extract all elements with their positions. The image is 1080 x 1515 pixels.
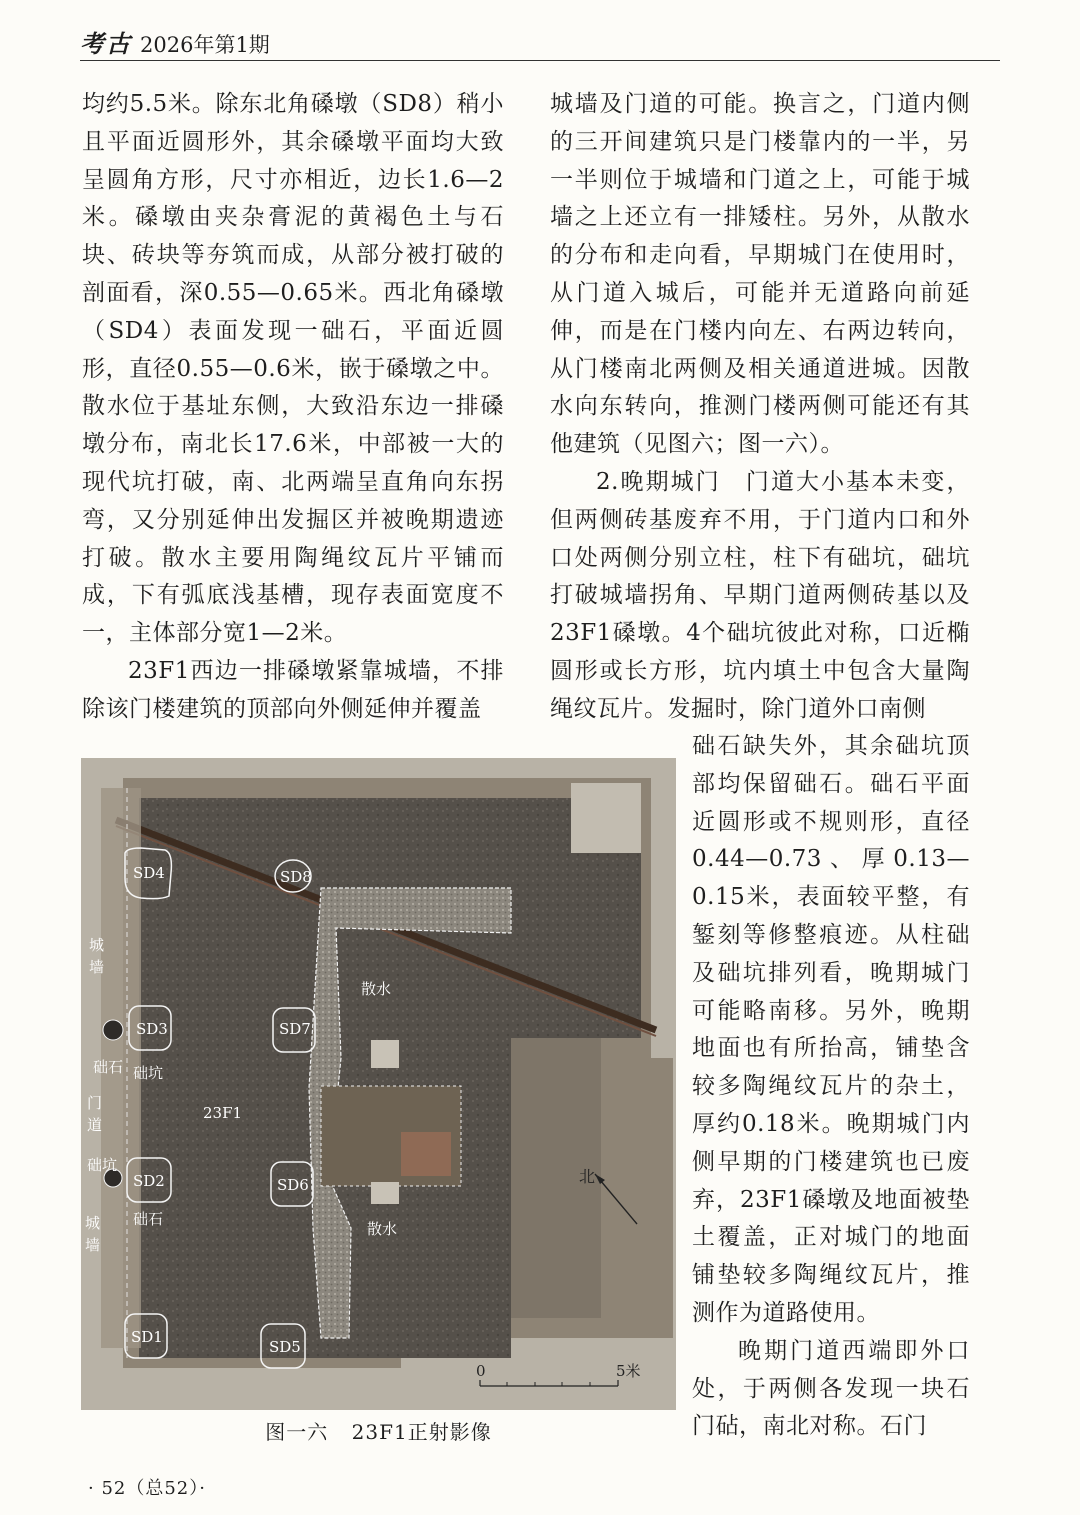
- issue-number: 2026年第1期: [140, 33, 270, 57]
- label-sanshui-lower: 散水: [367, 1220, 398, 1238]
- label-menda-2: 道: [87, 1116, 103, 1134]
- label-chengqiang-upper-2: 墙: [89, 958, 105, 976]
- body-paragraph: 晚期门道西端即外口处，于两侧各发现一块石门砧，南北对称。石门: [692, 1337, 970, 1440]
- north-arrow-icon: [575, 1160, 645, 1230]
- label-sd5: SD5: [269, 1338, 301, 1356]
- orthophoto-figure: [81, 758, 676, 1410]
- label-chengqiang-lower-1: 城: [85, 1214, 101, 1232]
- figure-caption: [81, 1416, 676, 1445]
- scale-bar-graphic: [470, 1362, 660, 1402]
- body-paragraph: 础石缺失外，其余础坑顶部均保留础石。础石平面近圆形或不规则形，直径0.44—0.73、厚0.13—0.15米，表面较平整，有錾刻等修整痕迹。从柱础及础坑排列看，晚期城门可能略南移。另外，晚期地面也有所抬高，铺垫含较多陶绳纹瓦片的杂土，厚约0.18米。晚期城门内侧早期的门楼建筑也已废弃，23F1磉墩及地面被垫土覆盖，正对城门的地面铺垫较多陶绳纹瓦片，推测作为道路使用。: [692, 733, 970, 1326]
- reddish-patch: [401, 1132, 451, 1176]
- label-sd1: SD1: [131, 1328, 163, 1346]
- test-square: [371, 1040, 399, 1068]
- label-chushi-upper: 础石: [93, 1058, 124, 1076]
- label-sd6: SD6: [277, 1176, 309, 1194]
- test-square: [371, 1182, 399, 1204]
- scale-start: 0: [476, 1362, 486, 1380]
- running-header: [80, 24, 1000, 60]
- label-chukeng-upper: 础坑: [133, 1064, 164, 1082]
- label-23f1: 23F1: [203, 1104, 243, 1122]
- body-paragraph: 均约5.5米。除东北角磉墩（SD8）稍小且平面近圆形外，其余磉墩平面均大致呈圆角方形，尺寸亦相近，边长1.6—2米。磉墩由夹杂膏泥的黄褐色土与石块、砖块等夯筑而成，从部分被打破的剖面看，深0.55—0.65米。西北角磉墩（SD4）表面发现一础石，平面近圆形，直径0.55—0.6米，嵌于磉墩之中。散水位于基址东侧，大致沿东边一排磉墩分布，南北长17.6米，中部被一大的现代坑打破，南、北两端呈直角向东拐弯，又分别延伸出发掘区并被晚期遗迹打破。散水主要用陶绳纹瓦片平铺而成，下有弧底浅基槽，现存表面宽度不一，主体部分宽1—2米。: [82, 91, 504, 647]
- north-label: 北: [579, 1167, 596, 1186]
- right-column-top: [550, 86, 970, 729]
- orthophoto-image: [81, 758, 676, 1410]
- column-base: [103, 1020, 123, 1040]
- figure-title: 23F1正射影像: [351, 1420, 492, 1444]
- right-column-narrow: [692, 728, 970, 1446]
- label-chukeng-lower: 础坑: [87, 1156, 118, 1174]
- body-paragraph: 2.晚期城门 门道大小基本未变，但两侧砖基废弃不用，于门道内口和外口处两侧分别立柱，柱下有础坑，础坑打破城墙拐角、早期门道两侧砖基以及23F1磉墩。4个础坑彼此对称，口近椭圆形或长方形，坑内填土中包含大量陶绳纹瓦片。发掘时，除门道外口南侧: [550, 468, 970, 722]
- north-arrow: [575, 1160, 645, 1230]
- header-rule: [80, 60, 1000, 61]
- scale-end: 5米: [616, 1362, 641, 1380]
- figure-number: 图一六: [265, 1420, 329, 1444]
- journal-logo: 考古: [80, 29, 132, 58]
- label-sd7: SD7: [279, 1020, 311, 1038]
- scale-bar: [470, 1362, 660, 1402]
- label-sd2: SD2: [133, 1172, 165, 1190]
- label-chengqiang-lower-2: 墙: [85, 1236, 101, 1254]
- body-paragraph: 23F1西边一排磉墩紧靠城墙，不排除该门楼建筑的顶部向外侧延伸并覆盖: [82, 657, 504, 722]
- label-sanshui-upper: 散水: [361, 980, 392, 998]
- label-sd4: SD4: [133, 864, 165, 882]
- body-paragraph: 城墙及门道的可能。换言之，门道内侧的三开间建筑只是门楼靠内的一半，另一半则位于城墙和门道之上，可能于城墙之上还立有一排矮柱。另外，从散水的分布和走向看，早期城门在使用时，从门道入城后，可能并无道路向前延伸，而是在门楼内向左、右两边转向，从门楼南北两侧及相关通道进城。因散水向东转向，推测门楼两侧可能还有其他建筑（见图六；图一六）。: [550, 91, 970, 458]
- label-menda-1: 门: [87, 1094, 103, 1112]
- label-chengqiang-upper-1: 城: [89, 936, 105, 954]
- unexcavated-block: [571, 783, 641, 853]
- label-chushi-lower: 础石: [133, 1210, 164, 1228]
- label-sd3: SD3: [136, 1020, 168, 1038]
- left-column: [82, 86, 504, 729]
- page-number: · 52（总52）·: [88, 1478, 206, 1499]
- label-sd8: SD8: [280, 868, 312, 886]
